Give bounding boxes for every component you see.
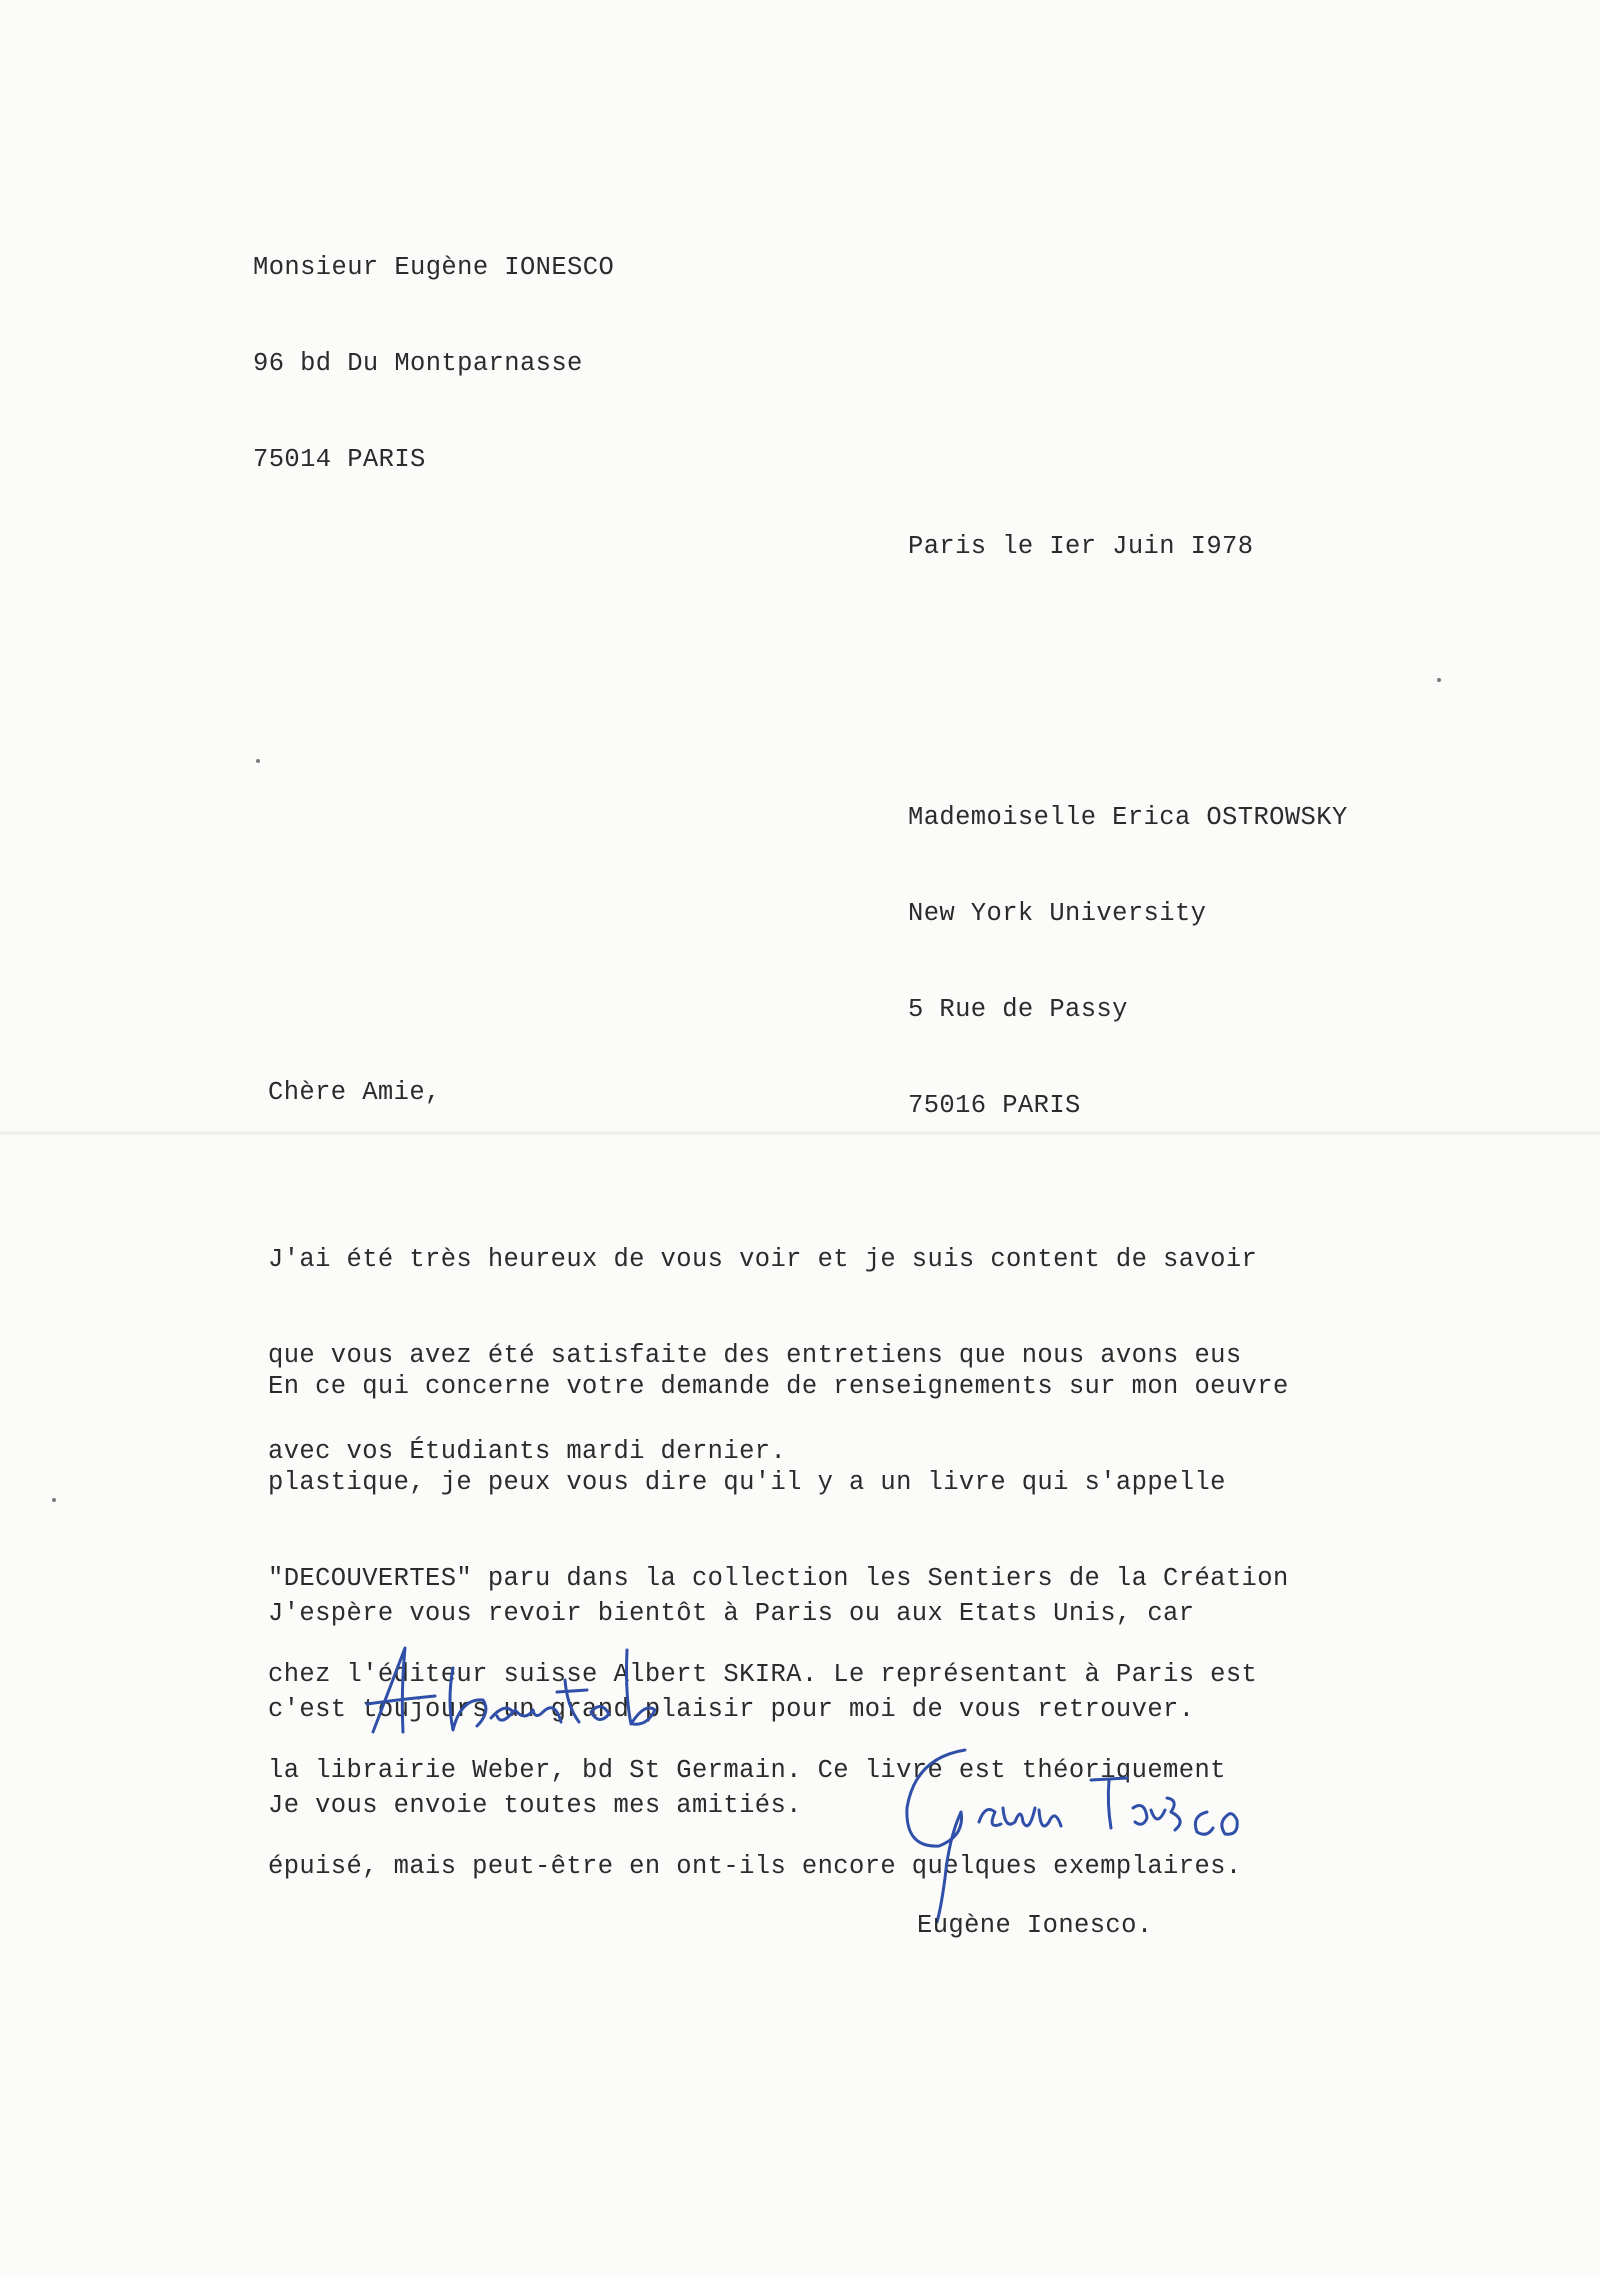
signature [895, 1738, 1315, 1928]
paragraph-line: plastique, je peux vous dire qu'il y a un livre qui s'appelle [268, 1468, 1226, 1497]
recipient-address [908, 738, 1348, 1186]
recipient-street: 5 Rue de Passy [908, 995, 1128, 1024]
handwritten-note [365, 1640, 685, 1740]
paragraph-line: "DECOUVERTES" paru dans la collection les Sentiers de la Création [268, 1564, 1289, 1593]
paper-fold-crease [0, 1130, 1600, 1136]
paper-speck [256, 759, 260, 763]
paragraph-line: avec vos Étudiants mardi dernier. [268, 1437, 787, 1466]
sender-name: Monsieur Eugène IONESCO [253, 253, 615, 282]
paragraph-line: J'espère vous revoir bientôt à Paris ou aux Etats Unis, car [268, 1599, 1195, 1628]
sender-city: 75014 PARIS [253, 445, 426, 474]
paragraph-line: En ce qui concerne votre demande de renseignements sur mon oeuvre [268, 1372, 1289, 1401]
salutation: Chère Amie, [268, 1078, 441, 1107]
recipient-city: 75016 PARIS [908, 1091, 1081, 1120]
paragraph-line: épuisé, mais peut-être en ont-ils encore quelques exemplaires. [268, 1852, 1242, 1881]
paragraph-line: J'ai été très heureux de vous voir et je suis content de savoir [268, 1245, 1258, 1274]
paragraph-line: Je vous envoie toutes mes amitiés. [268, 1791, 802, 1820]
recipient-name: Mademoiselle Erica OSTROWSKY [908, 803, 1348, 832]
paragraph-line: que vous avez été satisfaite des entretiens que nous avons eus [268, 1341, 1242, 1370]
sender-street: 96 bd Du Montparnasse [253, 349, 583, 378]
paper-speck [1437, 678, 1441, 682]
sender-address [253, 188, 614, 540]
signed-name: Eugène Ionesco. [917, 1911, 1153, 1940]
paragraph-line: c'est toujours un grand plaisir pour moi de vous retrouver. [268, 1695, 1195, 1724]
paper-speck [52, 1498, 56, 1502]
paragraph-line: chez l'éditeur suisse Albert SKIRA. Le représentant à Paris est [268, 1660, 1258, 1689]
letter-date: Paris le Ier Juin I978 [908, 532, 1254, 561]
recipient-institution: New York University [908, 899, 1207, 928]
paragraph-line: la librairie Weber, bd St Germain. Ce livre est théoriquement [268, 1756, 1226, 1785]
